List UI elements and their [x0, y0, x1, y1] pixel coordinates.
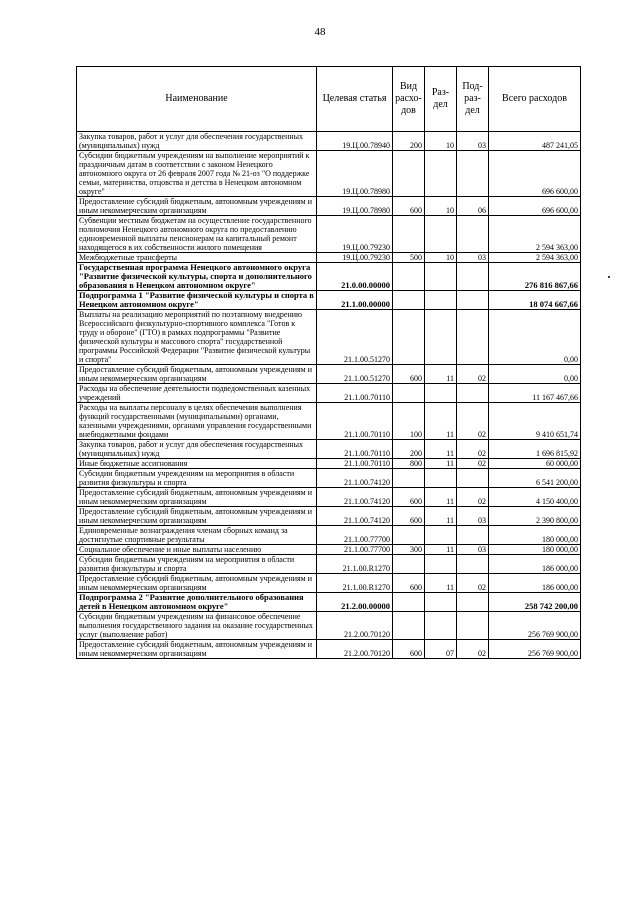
cell-target: 21.1.00.74120	[317, 469, 393, 488]
header-kind: Вид расхо-дов	[393, 67, 425, 132]
cell-subsection: 03	[457, 132, 489, 151]
cell-total: 186 000,00	[489, 574, 581, 593]
cell-total: 180 000,00	[489, 526, 581, 545]
cell-name: Закупка товаров, работ и услуг для обеспечения государственных (муниципальных) нужд	[77, 132, 317, 151]
cell-name: Предоставление субсидий бюджетным, автономным учреждениям и иным некоммерческим организациям	[77, 574, 317, 593]
cell-total: 2 594 363,00	[489, 253, 581, 263]
cell-section	[425, 291, 457, 310]
table-row	[77, 459, 581, 469]
cell-name: Субсидии бюджетным учреждениям на мероприятия в области развития физкультуры и спорта	[77, 469, 317, 488]
table-row	[77, 197, 581, 216]
cell-section	[425, 263, 457, 291]
table-row	[77, 365, 581, 384]
cell-total: 60 000,00	[489, 459, 581, 469]
cell-name: Предоставление субсидий бюджетным, автономным учреждениям и иным некоммерческим организациям	[77, 365, 317, 384]
cell-name: Единовременные вознаграждения членам сборных команд за достигнутые спортивные результаты	[77, 526, 317, 545]
cell-section	[425, 310, 457, 365]
header-subsection: Под-раз-дел	[457, 67, 489, 132]
cell-target: 21.0.00.00000	[317, 263, 393, 291]
cell-kind	[393, 151, 425, 197]
cell-section: 11	[425, 403, 457, 440]
cell-total: 186 000,00	[489, 555, 581, 574]
cell-subsection	[457, 151, 489, 197]
header-target: Целевая статья	[317, 67, 393, 132]
cell-subsection: 03	[457, 545, 489, 555]
cell-target: 21.1.00.77700	[317, 526, 393, 545]
cell-section: 11	[425, 545, 457, 555]
table-row	[77, 253, 581, 263]
table-row	[77, 469, 581, 488]
cell-kind: 600	[393, 197, 425, 216]
table-row	[77, 132, 581, 151]
cell-section: 11	[425, 459, 457, 469]
cell-subsection	[457, 384, 489, 403]
cell-kind: 200	[393, 440, 425, 459]
cell-target: 21.1.00.70110	[317, 403, 393, 440]
header-section: Раз-дел	[425, 67, 457, 132]
table-row	[77, 291, 581, 310]
cell-subsection	[457, 216, 489, 253]
cell-target: 21.2.00.70120	[317, 612, 393, 640]
cell-total: 696 600,00	[489, 151, 581, 197]
cell-kind: 600	[393, 365, 425, 384]
cell-section: 11	[425, 365, 457, 384]
cell-section	[425, 555, 457, 574]
cell-subsection: 06	[457, 197, 489, 216]
table-row	[77, 555, 581, 574]
cell-target: 19.Ц.00.79230	[317, 253, 393, 263]
cell-kind	[393, 291, 425, 310]
cell-kind	[393, 310, 425, 365]
cell-kind: 800	[393, 459, 425, 469]
page-number: 48	[314, 26, 326, 38]
cell-target: 21.1.00.70110	[317, 440, 393, 459]
cell-subsection: 02	[457, 403, 489, 440]
cell-target: 21.1.00.70110	[317, 384, 393, 403]
cell-subsection	[457, 310, 489, 365]
cell-section	[425, 526, 457, 545]
cell-name: Расходы на выплаты персоналу в целях обеспечения выполнения функций государственными (муниципальными) органами, казенными учреждениями, органами управления государственными внебюджетными фондами	[77, 403, 317, 440]
cell-name: Расходы на обеспечение деятельности подведомственных казенных учреждений	[77, 384, 317, 403]
cell-target: 19.Ц.00.78980	[317, 197, 393, 216]
cell-kind: 600	[393, 507, 425, 526]
cell-section: 11	[425, 574, 457, 593]
cell-section	[425, 216, 457, 253]
cell-kind	[393, 612, 425, 640]
cell-target: 19.Ц.00.78980	[317, 151, 393, 197]
cell-subsection	[457, 555, 489, 574]
cell-total: 0,00	[489, 310, 581, 365]
cell-section: 11	[425, 440, 457, 459]
cell-section: 11	[425, 488, 457, 507]
cell-target: 21.1.00.R1270	[317, 555, 393, 574]
cell-target: 21.1.00.R1270	[317, 574, 393, 593]
cell-subsection	[457, 593, 489, 612]
table-row	[77, 507, 581, 526]
header-name: Наименование	[77, 67, 317, 132]
cell-kind: 100	[393, 403, 425, 440]
cell-total: 256 769 900,00	[489, 640, 581, 659]
cell-name: Выплаты на реализацию мероприятий по поэтапному внедрению Всероссийского физкультурно-спортивного комплекса "Готов к труду и обороне" (ГТО) в рамках подпрограммы "Развитие физической культуры и массового спорта" государственной программы Российской Федерации "Развитие физической культуры и спорта"	[77, 310, 317, 365]
cell-section	[425, 151, 457, 197]
table-row	[77, 263, 581, 291]
cell-target: 21.1.00.00000	[317, 291, 393, 310]
table-header-row	[77, 67, 581, 132]
stray-dot	[608, 276, 610, 278]
cell-section: 10	[425, 253, 457, 263]
cell-total: 18 074 667,66	[489, 291, 581, 310]
cell-name: Предоставление субсидий бюджетным, автономным учреждениям и иным некоммерческим организациям	[77, 488, 317, 507]
table-row	[77, 403, 581, 440]
cell-name: Предоставление субсидий бюджетным, автономным учреждениям и иным некоммерческим организациям	[77, 507, 317, 526]
cell-target: 21.1.00.74120	[317, 488, 393, 507]
cell-total: 6 541 200,00	[489, 469, 581, 488]
cell-kind	[393, 469, 425, 488]
cell-kind	[393, 216, 425, 253]
cell-target: 21.1.00.74120	[317, 507, 393, 526]
cell-subsection: 02	[457, 574, 489, 593]
cell-kind: 500	[393, 253, 425, 263]
cell-subsection: 02	[457, 488, 489, 507]
cell-section	[425, 593, 457, 612]
cell-subsection	[457, 469, 489, 488]
cell-target: 21.2.00.00000	[317, 593, 393, 612]
table-row	[77, 526, 581, 545]
cell-total: 9 410 651,74	[489, 403, 581, 440]
cell-total: 696 600,00	[489, 197, 581, 216]
table-row	[77, 151, 581, 197]
cell-total: 1 696 815,92	[489, 440, 581, 459]
cell-total: 487 241,05	[489, 132, 581, 151]
cell-target: 21.2.00.70120	[317, 640, 393, 659]
cell-kind	[393, 526, 425, 545]
cell-name: Иные бюджетные ассигнования	[77, 459, 317, 469]
table-row	[77, 216, 581, 253]
cell-target: 21.1.00.77700	[317, 545, 393, 555]
table-row	[77, 574, 581, 593]
cell-total: 256 769 900,00	[489, 612, 581, 640]
cell-target: 19.Ц.00.79230	[317, 216, 393, 253]
cell-name: Межбюджетные трансферты	[77, 253, 317, 263]
cell-target: 21.1.00.70110	[317, 459, 393, 469]
cell-subsection: 03	[457, 507, 489, 526]
cell-section	[425, 384, 457, 403]
cell-kind: 600	[393, 574, 425, 593]
table-row	[77, 593, 581, 612]
cell-name: Субсидии бюджетным учреждениям на мероприятия в области развития физкультуры и спорта	[77, 555, 317, 574]
table-row	[77, 440, 581, 459]
cell-name: Государственная программа Ненецкого автономного округа "Развитие физической культуры, спорта и дополнительного образования в Ненецком автономном округе"	[77, 263, 317, 291]
cell-kind	[393, 593, 425, 612]
cell-kind: 300	[393, 545, 425, 555]
cell-name: Закупка товаров, работ и услуг для обеспечения государственных (муниципальных) нужд	[77, 440, 317, 459]
cell-section: 11	[425, 507, 457, 526]
cell-name: Подпрограмма 2 "Развитие дополнительного образования детей в Ненецком автономном округе"	[77, 593, 317, 612]
cell-total: 0,00	[489, 365, 581, 384]
cell-subsection	[457, 263, 489, 291]
cell-kind	[393, 263, 425, 291]
cell-name: Субсидии бюджетным учреждениям на выполнение мероприятий к праздничным датам в соответствии с законом Ненецкого автономного округа от 26 февраля 2007 года № 21-оз "О поддержке семьи, материнства, отцовства и детства в Ненецком автономном округе"	[77, 151, 317, 197]
cell-section	[425, 612, 457, 640]
cell-name: Предоставление субсидий бюджетным, автономным учреждениям и иным некоммерческим организациям	[77, 640, 317, 659]
cell-subsection: 02	[457, 440, 489, 459]
cell-kind	[393, 384, 425, 403]
cell-total: 2 594 363,00	[489, 216, 581, 253]
cell-target: 21.1.00.51270	[317, 365, 393, 384]
cell-name: Субсидии бюджетным учреждениям на финансовое обеспечение выполнения государственного задания на оказание государственных услуг (выполнение работ)	[77, 612, 317, 640]
cell-subsection	[457, 526, 489, 545]
cell-kind: 200	[393, 132, 425, 151]
table-row	[77, 384, 581, 403]
cell-kind: 600	[393, 488, 425, 507]
table-row	[77, 488, 581, 507]
cell-kind: 600	[393, 640, 425, 659]
table-row	[77, 640, 581, 659]
cell-total: 2 390 800,00	[489, 507, 581, 526]
table-row	[77, 545, 581, 555]
cell-section	[425, 469, 457, 488]
cell-name: Предоставление субсидий бюджетным, автономным учреждениям и иным некоммерческим организациям	[77, 197, 317, 216]
cell-total: 11 167 467,66	[489, 384, 581, 403]
cell-subsection	[457, 291, 489, 310]
budget-table	[76, 66, 581, 659]
cell-subsection: 03	[457, 253, 489, 263]
cell-subsection: 02	[457, 459, 489, 469]
cell-subsection: 02	[457, 365, 489, 384]
table-row	[77, 612, 581, 640]
cell-subsection: 02	[457, 640, 489, 659]
cell-section: 10	[425, 197, 457, 216]
cell-target: 21.1.00.51270	[317, 310, 393, 365]
cell-kind	[393, 555, 425, 574]
cell-section: 10	[425, 132, 457, 151]
cell-total: 258 742 200,00	[489, 593, 581, 612]
cell-target: 19.Ц.00.78940	[317, 132, 393, 151]
cell-total: 180 000,00	[489, 545, 581, 555]
cell-name: Подпрограмма 1 "Развитие физической культуры и спорта в Ненецком автономном округе"	[77, 291, 317, 310]
table-row	[77, 310, 581, 365]
cell-subsection	[457, 612, 489, 640]
cell-total: 276 816 867,66	[489, 263, 581, 291]
cell-total: 4 150 400,00	[489, 488, 581, 507]
header-total: Всего расходов	[489, 67, 581, 132]
cell-section: 07	[425, 640, 457, 659]
cell-name: Субвенции местным бюджетам на осуществление государственного полномочия Ненецкого автономного округа по предоставлению единовременной выплаты пенсионерам на капитальный ремонт находящегося в их собственности жилого помещения	[77, 216, 317, 253]
cell-name: Социальное обеспечение и иные выплаты населению	[77, 545, 317, 555]
